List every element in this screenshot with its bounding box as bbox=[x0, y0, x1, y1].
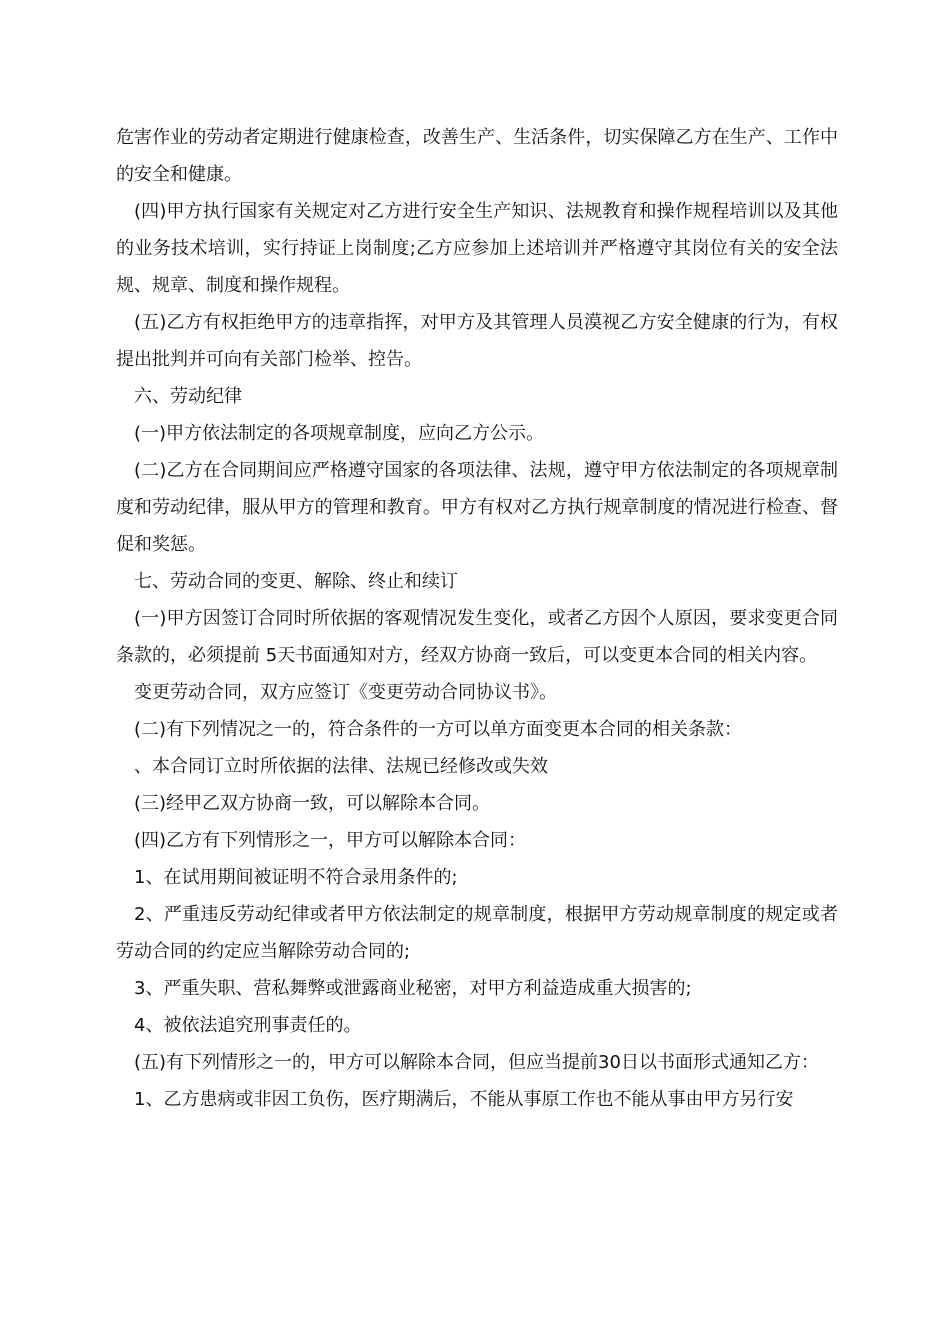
paragraph: (四)甲方执行国家有关规定对乙方进行安全生产知识、法规教育和操作规程培训以及其他的业务技术培训，实行持证上岗制度;乙方应参加上述培训并严格遵守其岗位有关的安全法规、规章、制度和操作规程。 bbox=[116, 201, 838, 296]
paragraph: (二)有下列情况之一的，符合条件的一方可以单方面变更本合同的相关条款： bbox=[134, 719, 743, 740]
paragraph: (五)有下列情形之一的，甲方可以解除本合同，但应当提前30日以书面形式通知乙方： bbox=[134, 1052, 819, 1073]
paragraph: (一)甲方因签订合同时所依据的客观情况发生变化，或者乙方因个人原因，要求变更合同条款的，必须提前 5天书面通知对方，经双方协商一致后，可以变更本合同的相关内容。 bbox=[116, 608, 838, 666]
list-item: 3、严重失职、营私舞弊或泄露商业秘密，对甲方利益造成重大损害的; bbox=[134, 978, 692, 999]
paragraph: (三)经甲乙双方协商一致，可以解除本合同。 bbox=[134, 793, 491, 814]
list-item: 1、在试用期间被证明不符合录用条件的; bbox=[134, 867, 458, 888]
list-item: 1、乙方患病或非因工负伤，医疗期满后，不能从事原工作也不能从事由甲方另行安 bbox=[134, 1089, 794, 1110]
paragraph: (二)乙方在合同期间应严格遵守国家的各项法律、法规，遵守甲方依法制定的各项规章制度和劳动纪律，服从甲方的管理和教育。甲方有权对乙方执行规章制度的情况进行检查、督促和奖惩。 bbox=[116, 460, 838, 555]
paragraph: (五)乙方有权拒绝甲方的违章指挥，对甲方及其管理人员漠视乙方安全健康的行为，有权提出批判并可向有关部门检举、控告。 bbox=[116, 312, 838, 370]
document-body bbox=[116, 119, 838, 1118]
section-heading: 七、劳动合同的变更、解除、终止和续订 bbox=[134, 571, 458, 592]
paragraph: 变更劳动合同，双方应签订《变更劳动合同协议书》。 bbox=[134, 682, 557, 703]
section-heading: 六、劳动纪律 bbox=[134, 386, 242, 407]
paragraph: (一)甲方依法制定的各项规章制度，应向乙方公示。 bbox=[134, 423, 545, 444]
paragraph: 危害作业的劳动者定期进行健康检查，改善生产、生活条件，切实保障乙方在生产、工作中的安全和健康。 bbox=[116, 127, 838, 185]
list-item: 2、严重违反劳动纪律或者甲方依法制定的规章制度，根据甲方劳动规章制度的规定或者劳动合同的约定应当解除劳动合同的; bbox=[116, 904, 838, 962]
list-item: 、本合同订立时所依据的法律、法规已经修改或失效 bbox=[134, 756, 548, 777]
paragraph: (四)乙方有下列情形之一，甲方可以解除本合同： bbox=[134, 830, 527, 851]
list-item: 4、被依法追究刑事责任的。 bbox=[134, 1015, 362, 1036]
